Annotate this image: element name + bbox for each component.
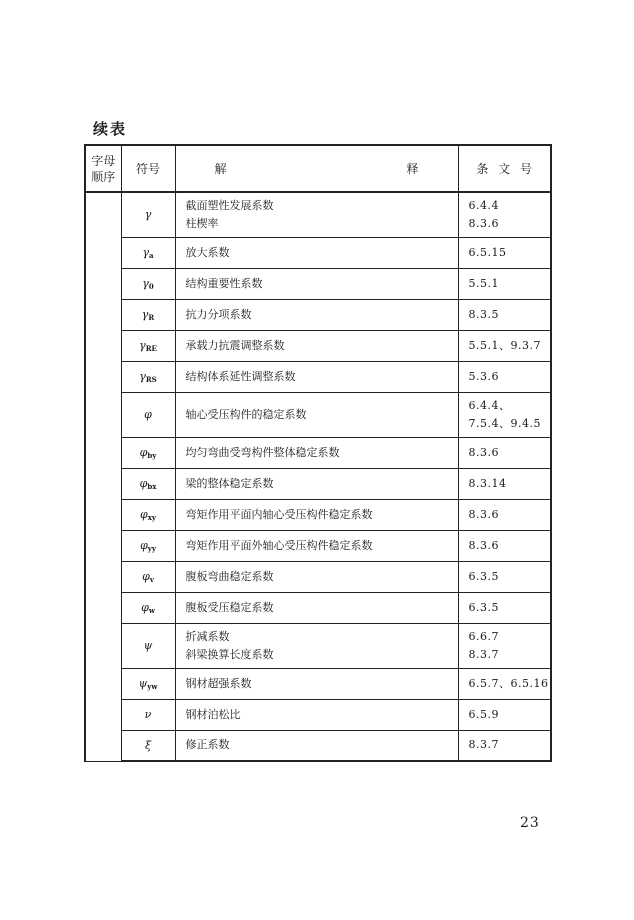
explanation-cell — [175, 592, 458, 623]
clause-number: 6.3.5 — [468, 600, 499, 614]
symbol-subscript: v — [149, 574, 154, 584]
explanation-cell — [175, 361, 458, 392]
explanation-line: 折减系数 — [185, 629, 230, 643]
table-row — [85, 299, 551, 330]
clause-number: 6.4.4 — [468, 198, 499, 212]
clause-cell — [458, 623, 551, 668]
explanation-cell — [175, 668, 458, 699]
symbol-glyph: γ — [142, 276, 149, 290]
table-row — [85, 192, 551, 237]
clause-number: 6.4.4、 — [468, 398, 511, 412]
table-row — [85, 499, 551, 530]
symbol-cell — [121, 330, 175, 361]
explanation-cell — [175, 699, 458, 730]
symbol-cell — [121, 268, 175, 299]
clause-number: 6.5.15 — [468, 245, 507, 259]
table-continued-heading: 续表 — [93, 120, 128, 138]
symbol-subscript: RS — [145, 374, 157, 384]
table-header-row — [85, 145, 551, 192]
symbol-glyph: γ — [144, 208, 152, 222]
explanation-line: 钢材超强系数 — [185, 676, 252, 690]
explanation-cell — [175, 499, 458, 530]
clause-cell — [458, 530, 551, 561]
explanation-line: 修正系数 — [185, 738, 230, 752]
clause-number: 8.3.7 — [468, 738, 499, 752]
symbol-cell — [121, 299, 175, 330]
symbol-subscript: yy — [147, 543, 156, 553]
symbol-glyph: φ — [140, 507, 148, 521]
symbol-subscript: a — [149, 250, 154, 260]
header-explanation-a: 解 — [214, 162, 227, 176]
clause-number: 8.3.7 — [468, 647, 499, 661]
table-row — [85, 530, 551, 561]
clause-number: 6.5.7、6.5.16 — [468, 676, 549, 690]
explanation-line: 柱楔率 — [185, 216, 219, 230]
clause-cell — [458, 699, 551, 730]
symbol-glyph: φ — [144, 408, 152, 421]
clause-cell — [458, 268, 551, 299]
symbol-subscript: w — [148, 605, 155, 615]
symbol-glyph: φ — [142, 569, 150, 583]
symbol-cell — [121, 237, 175, 268]
symbol-cell — [121, 499, 175, 530]
table-row — [85, 561, 551, 592]
table-row — [85, 268, 551, 299]
clause-number: 8.3.6 — [468, 216, 499, 230]
clause-number: 6.3.5 — [468, 569, 499, 583]
explanation-line: 承载力抗震调整系数 — [185, 338, 285, 352]
clause-cell — [458, 499, 551, 530]
explanation-cell — [175, 623, 458, 668]
header-letter-order-line1: 字母 — [91, 153, 116, 168]
header-clause: 条 文 号 — [458, 145, 551, 192]
table-row — [85, 592, 551, 623]
explanation-cell — [175, 561, 458, 592]
explanation-cell — [175, 468, 458, 499]
explanation-cell — [175, 192, 458, 237]
symbol-glyph: γ — [139, 369, 146, 383]
symbol-subscript: yw — [147, 681, 158, 691]
explanation-line: 腹板弯曲稳定系数 — [185, 569, 274, 583]
header-letter-order-line2: 顺序 — [91, 169, 116, 184]
symbol-glyph: γ — [139, 338, 146, 352]
clause-cell — [458, 237, 551, 268]
symbol-cell — [121, 192, 175, 237]
clause-cell — [458, 592, 551, 623]
header-explanation-b: 释 — [406, 162, 419, 176]
letter-order-cell — [85, 192, 121, 761]
symbol-cell — [121, 530, 175, 561]
explanation-cell — [175, 730, 458, 761]
symbol-cell — [121, 730, 175, 761]
clause-cell — [458, 330, 551, 361]
symbol-subscript: xy — [147, 512, 156, 522]
page-number: 23 — [520, 815, 540, 831]
table-row — [85, 668, 551, 699]
table-row — [85, 437, 551, 468]
clause-cell — [458, 561, 551, 592]
clause-number: 8.3.14 — [468, 476, 507, 490]
symbol-glyph: φ — [139, 445, 148, 459]
symbol-glyph: φ — [140, 538, 148, 552]
table-row — [85, 237, 551, 268]
clause-number: 8.3.6 — [468, 445, 499, 459]
symbol-glyph: γ — [141, 307, 149, 321]
explanation-cell — [175, 330, 458, 361]
symbol-glyph: γ — [142, 245, 150, 259]
clause-number: 5.3.6 — [468, 369, 499, 383]
explanation-line: 腹板受压稳定系数 — [185, 600, 274, 614]
symbol-cell — [121, 561, 175, 592]
clause-number: 5.5.1、9.3.7 — [468, 338, 541, 352]
symbol-table — [84, 144, 552, 762]
symbol-glyph: ψ — [143, 639, 153, 652]
explanation-line: 梁的整体稳定系数 — [185, 476, 274, 490]
explanation-line: 弯矩作用平面外轴心受压构件稳定系数 — [185, 538, 373, 552]
clause-cell — [458, 392, 551, 437]
clause-number: 5.5.1 — [468, 276, 499, 290]
clause-number: 8.3.6 — [468, 507, 499, 521]
symbol-cell — [121, 699, 175, 730]
symbol-glyph: φ — [139, 476, 148, 490]
symbol-glyph: ν — [144, 708, 152, 721]
symbol-subscript: RE — [145, 343, 157, 353]
explanation-cell — [175, 299, 458, 330]
clause-cell — [458, 192, 551, 237]
explanation-line: 轴心受压构件的稳定系数 — [185, 407, 307, 421]
explanation-cell — [175, 268, 458, 299]
clause-cell — [458, 668, 551, 699]
explanation-line: 弯矩作用平面内轴心受压构件稳定系数 — [185, 507, 373, 521]
symbol-cell — [121, 592, 175, 623]
symbol-cell — [121, 392, 175, 437]
symbol-subscript: bx — [147, 481, 157, 491]
explanation-cell — [175, 437, 458, 468]
header-explanation — [175, 145, 458, 192]
clause-number: 8.3.6 — [468, 538, 499, 552]
table-row — [85, 699, 551, 730]
clause-number: 8.3.5 — [468, 307, 499, 321]
explanation-line: 斜梁换算长度系数 — [185, 647, 274, 661]
header-symbol: 符号 — [121, 145, 175, 192]
explanation-line: 钢材泊松比 — [185, 707, 241, 721]
table-row — [85, 468, 551, 499]
table-row — [85, 330, 551, 361]
symbol-cell — [121, 468, 175, 499]
explanation-cell — [175, 237, 458, 268]
symbol-cell — [121, 623, 175, 668]
clause-number: 7.5.4、9.4.5 — [468, 416, 541, 430]
clause-cell — [458, 730, 551, 761]
symbol-glyph: φ — [141, 600, 149, 614]
table-row — [85, 361, 551, 392]
clause-cell — [458, 437, 551, 468]
symbol-subscript: R — [148, 312, 155, 322]
table-row — [85, 623, 551, 668]
explanation-cell — [175, 392, 458, 437]
header-letter-order — [85, 145, 121, 192]
clause-number: 6.5.9 — [468, 707, 499, 721]
explanation-line: 结构体系延性调整系数 — [185, 369, 296, 383]
explanation-line: 结构重要性系数 — [185, 276, 263, 290]
table-row — [85, 730, 551, 761]
symbol-cell — [121, 668, 175, 699]
explanation-line: 抗力分项系数 — [185, 307, 252, 321]
symbol-subscript: by — [147, 450, 157, 460]
symbol-glyph: ψ — [138, 676, 148, 690]
explanation-line: 均匀弯曲受弯构件整体稳定系数 — [185, 445, 340, 459]
explanation-cell — [175, 530, 458, 561]
clause-cell — [458, 299, 551, 330]
explanation-line: 放大系数 — [185, 245, 230, 259]
clause-cell — [458, 468, 551, 499]
symbol-cell — [121, 437, 175, 468]
symbol-cell — [121, 361, 175, 392]
table-row — [85, 392, 551, 437]
symbol-subscript: 0 — [148, 281, 154, 291]
explanation-line: 截面塑性发展系数 — [185, 198, 274, 212]
clause-number: 6.6.7 — [468, 629, 499, 643]
clause-cell — [458, 361, 551, 392]
symbol-glyph: ξ — [144, 738, 152, 752]
